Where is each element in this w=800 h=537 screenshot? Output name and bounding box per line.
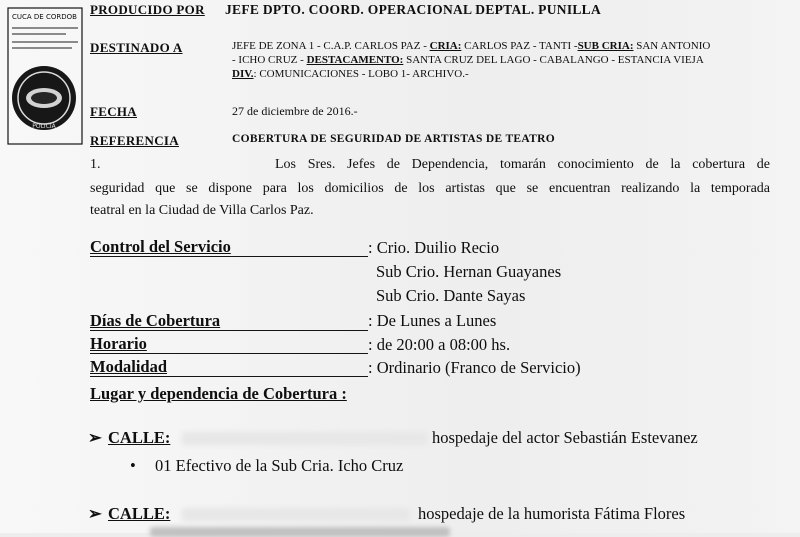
paragraph-number: 1. <box>90 157 101 172</box>
producido-value: JEFE DPTO. COORD. OPERACIONAL DEPTAL. PUNILLA <box>225 2 602 17</box>
fecha-label: FECHA <box>90 104 137 119</box>
referencia-value: COBERTURA DE SEGURIDAD DE ARTISTAS DE TEATRO <box>232 133 555 145</box>
lugar-label: Lugar y dependencia de Cobertura : <box>90 384 347 403</box>
control-value-3: Sub Crio. Dante Sayas <box>376 286 526 305</box>
destinado-label: DESTINADO A <box>90 40 183 55</box>
svg-text:POLICIA: POLICIA <box>32 123 56 130</box>
cut-off-line <box>150 527 450 537</box>
entry-2-calle: CALLE: <box>108 504 171 523</box>
control-value-1: : Crio. Duilio Recio <box>368 238 500 257</box>
destinado-line-1: JEFE DE ZONA 1 - C.A.P. CARLOS PAZ - CRIA: CARLOS PAZ - TANTI -SUB CRIA: SAN ANTONIO <box>232 40 711 52</box>
entry-2-desc: hospedaje de la humorista Fátima Flores <box>418 504 686 523</box>
paragraph-line-1: Los Sres. Jefes de Dependencia, tomarán conocimiento de la cobertura de <box>275 157 770 172</box>
horario-label: Horario <box>90 335 368 354</box>
producido-label: PRODUCIDO POR <box>90 2 205 17</box>
control-label: Control del Servicio <box>90 238 368 257</box>
dias-label: Días de Cobertura <box>90 312 368 331</box>
entry-1-bullet-dot: • <box>130 456 136 475</box>
paragraph-line-2: seguridad que se dispone para los domicilios de los artistas que se encuentran realizando la temporada <box>90 181 770 196</box>
horario-value: : de 20:00 a 08:00 hs. <box>368 335 511 354</box>
entry-1-bullet: ➢ <box>88 428 102 447</box>
modalidad-value: : Ordinario (Franco de Servicio) <box>368 358 581 377</box>
entry-2-bullet: ➢ <box>88 504 102 523</box>
redacted-address-2 <box>182 508 410 521</box>
control-value-2: Sub Crio. Hernan Guayanes <box>376 262 562 281</box>
referencia-label: REFERENCIA <box>90 133 179 148</box>
dias-value: : De Lunes a Lunes <box>368 311 497 330</box>
modalidad-label: Modalidad <box>90 358 368 377</box>
paragraph-line-3: teatral en la Ciudad de Villa Carlos Paz. <box>90 203 314 218</box>
fecha-value: 27 de diciembre de 2016.- <box>232 104 358 118</box>
destinado-line-2: - ICHO CRUZ - DESTACAMENTO: SANTA CRUZ DEL LAGO - CABALANGO - ESTANCIA VIEJA <box>232 54 704 66</box>
entry-1-calle: CALLE: <box>108 428 171 447</box>
entry-1-desc: hospedaje del actor Sebastián Estevanez <box>432 428 698 447</box>
police-seal-logo <box>6 6 84 146</box>
svg-text:CUCA DE CORDOB: CUCA DE CORDOB <box>12 13 77 21</box>
entry-1-sub: 01 Efectivo de la Sub Cria. Icho Cruz <box>155 456 404 475</box>
redacted-address-1 <box>182 432 427 445</box>
destinado-line-3: DIV.: COMUNICACIONES - LOBO 1- ARCHIVO.- <box>232 68 469 80</box>
